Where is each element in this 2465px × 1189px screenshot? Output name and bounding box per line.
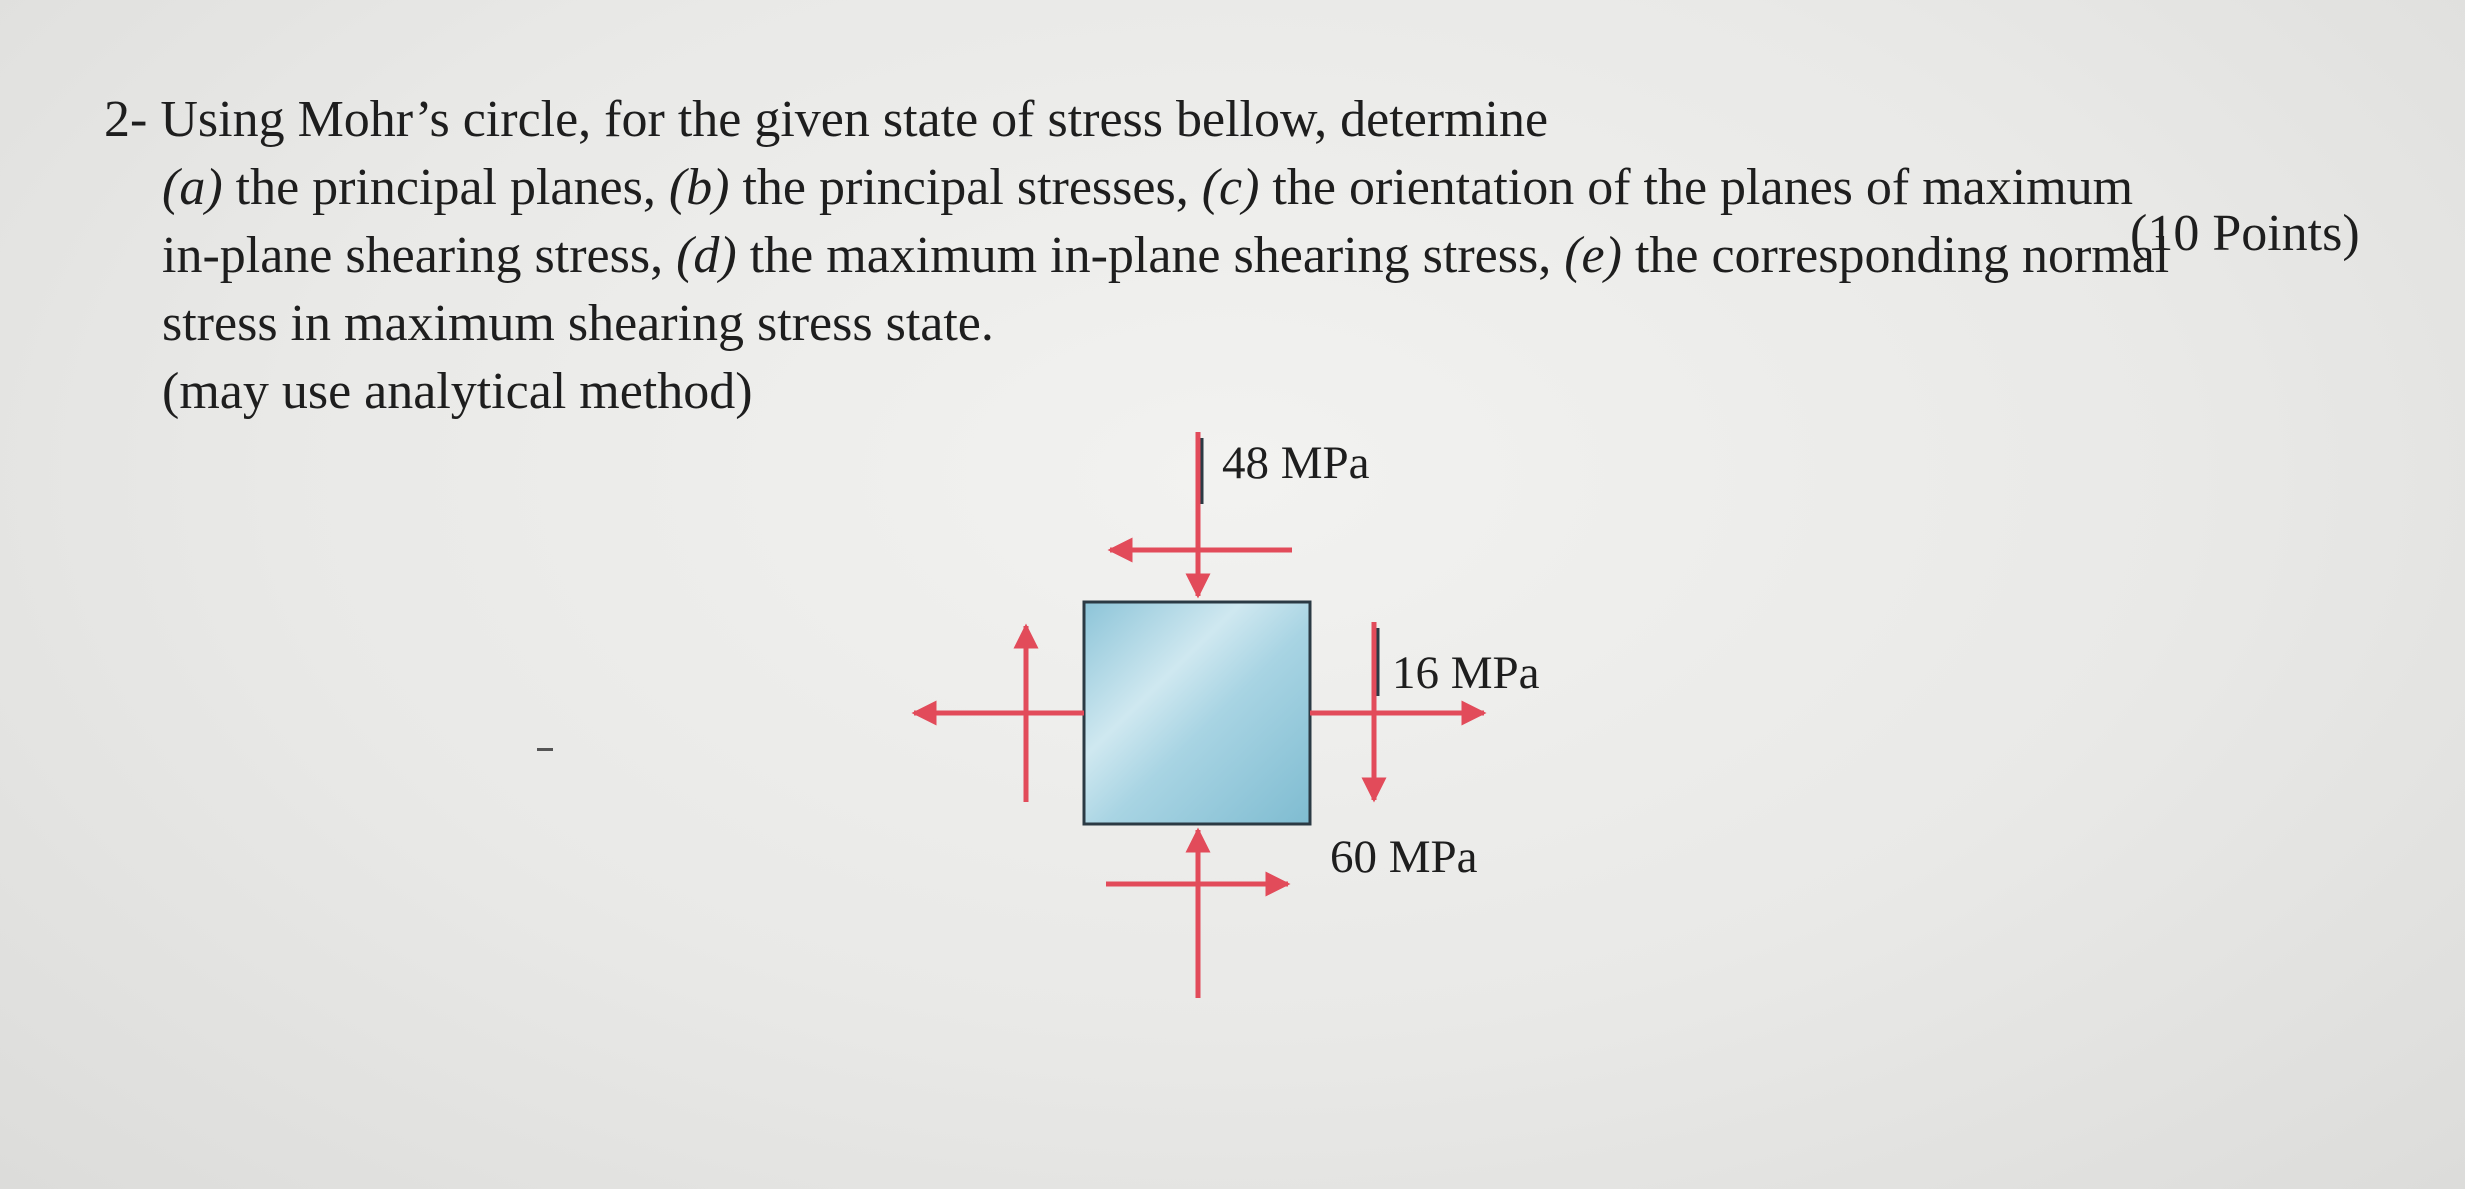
part-d-text: the maximum in-plane shearing stress,: [736, 227, 1565, 284]
label-48-mpa: 48 MPa: [1222, 437, 1370, 489]
problem-line-4: stress in maximum shearing stress state.: [162, 295, 994, 352]
part-c-label: (c): [1201, 159, 1260, 216]
part-d-label: (d): [676, 227, 737, 284]
stress-element-square: [1084, 602, 1310, 824]
part-b-label: (b): [668, 159, 730, 216]
part-b-text: the principal stresses,: [729, 159, 1202, 216]
pencil-mark: [537, 748, 553, 751]
part-e-label: (e): [1564, 227, 1622, 284]
problem-intro: Using Mohr’s circle, for the given state of stress bellow, determine: [160, 91, 1549, 148]
label-16-mpa: 16 MPa: [1392, 647, 1540, 699]
part-c-continued: in-plane shearing stress,: [162, 227, 677, 284]
points-value: (10 Points): [2130, 205, 2360, 262]
part-a-label: (a): [162, 159, 223, 216]
part-a-text: the principal planes,: [222, 159, 669, 216]
label-60-mpa: 60 MPa: [1330, 831, 1478, 883]
problem-line-3: [162, 222, 2169, 290]
problem-line-1: [104, 86, 1548, 154]
problem-number: 2-: [104, 91, 148, 148]
problem-line-2: [162, 154, 2133, 222]
part-c-text: the orientation of the planes of maximum: [1259, 159, 2134, 216]
problem-line-5: (may use analytical method): [162, 363, 753, 420]
stress-element-diagram: [880, 410, 1640, 1010]
part-e-text: the corresponding normal: [1621, 227, 2170, 284]
stress-element-svg: [880, 410, 1640, 1010]
